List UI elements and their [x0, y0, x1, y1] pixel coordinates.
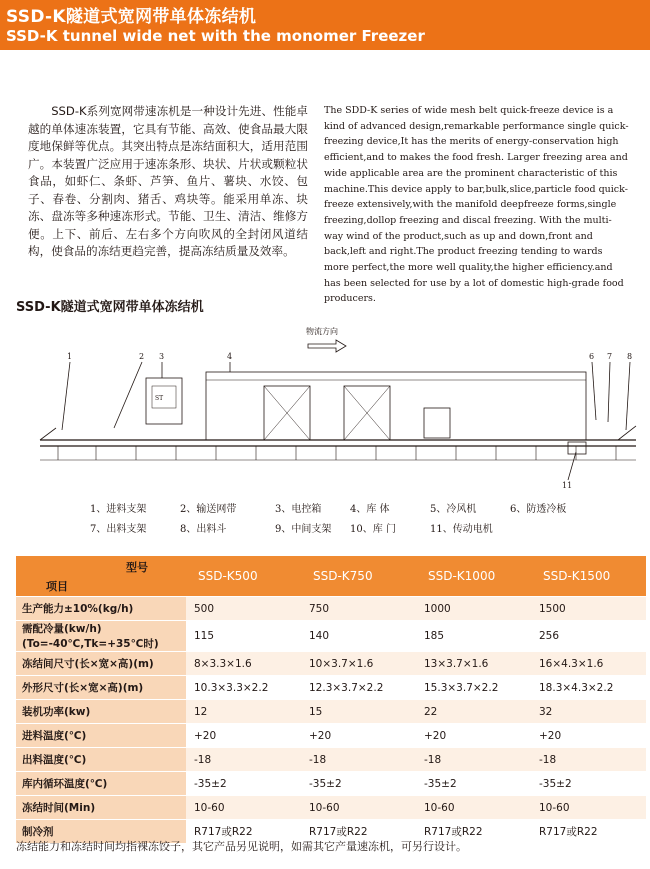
callout-2: 2 [139, 352, 145, 361]
footnote: 冻结能力和冻结时间均指裸冻饺子，其它产品另见说明，如需其它产量速冻机，可另行设计。 [16, 840, 467, 853]
legend-row [90, 520, 610, 534]
table-cell: 10-60 [416, 796, 531, 820]
model-header: SSD-K1500 [531, 556, 646, 597]
table-cell: 10-60 [186, 796, 301, 820]
flow-direction-label: 物流方向 [306, 327, 338, 336]
table-cell: 1500 [531, 597, 646, 621]
table-cell: +20 [416, 724, 531, 748]
diagram-title: SSD-K隧道式宽网带单体冻结机 [16, 300, 204, 315]
row-label: 装机功率(kw) [16, 700, 186, 724]
table-cell: 16×4.3×1.6 [531, 652, 646, 676]
header-model-label: 型号 [126, 561, 148, 574]
table-header-row [16, 556, 646, 597]
table-cell: R717或R22 [416, 820, 531, 844]
table-cell: 22 [416, 700, 531, 724]
table-cell: -18 [186, 748, 301, 772]
row-label: 需配冷量(kw/h)(To=-40℃,Tk=+35℃时) [16, 621, 186, 652]
table-cell: 10.3×3.3×2.2 [186, 676, 301, 700]
table-cell: 140 [301, 621, 416, 652]
table-row [16, 676, 646, 700]
table-row [16, 700, 646, 724]
row-label: 进料温度(℃) [16, 724, 186, 748]
callout-6: 6 [589, 352, 595, 361]
table-row [16, 796, 646, 820]
table-cell: R717或R22 [301, 820, 416, 844]
chamber-door [424, 408, 450, 438]
legend-item: 5、冷风机 [430, 504, 477, 515]
model-header: SSD-K750 [301, 556, 416, 597]
table-cell: 15 [301, 700, 416, 724]
description-english: The SDD-K series of wide mesh belt quick-freeze device is a kind of advanced design,remarkable performance single quick-freezing device,It has the merits of energy-conservation high efficient,and to makes the food fresh. Larger freezing area and wide applicable area are the prominent characteristic of this machine.This device apply to bar,bulk,slice,particle food quick-freeze extensively,with the manifold deepfreeze forms,single freezing,dollop freezing and discal freezing. With the multi-way wind of the product,such as up and down,front and back,left and right.The product freezing tending to wards more perfect,the more well quality,the higher efficiency.and has been selected for use by a lot of domestic high-grade food producers. [324, 105, 629, 305]
table-row [16, 621, 646, 652]
control-cabinet [146, 378, 182, 424]
legend-row [90, 500, 610, 514]
table-cell: 500 [186, 597, 301, 621]
row-label: 制冷剂 [16, 820, 186, 844]
legend-item: 8、出料斗 [180, 524, 227, 535]
table-cell: -35±2 [186, 772, 301, 796]
table-cell: 750 [301, 597, 416, 621]
table-cell: 13×3.7×1.6 [416, 652, 531, 676]
page-title: SSD-K隧道式宽网带单体冻结机 [6, 7, 257, 27]
table-cell: 256 [531, 621, 646, 652]
table-cell: 10×3.7×1.6 [301, 652, 416, 676]
callout-11: 11 [562, 481, 573, 490]
header-item-label: 项目 [46, 580, 68, 593]
table-cell: -18 [416, 748, 531, 772]
row-label: 出料温度(℃) [16, 748, 186, 772]
table-cell: 32 [531, 700, 646, 724]
legend-item: 7、出料支架 [90, 524, 147, 535]
flow-arrow-icon [308, 340, 346, 352]
freezer-diagram [36, 320, 642, 495]
model-header: SSD-K500 [186, 556, 301, 597]
row-label: 库内循环温度(℃) [16, 772, 186, 796]
table-cell: 12.3×3.7×2.2 [301, 676, 416, 700]
header-banner [0, 0, 650, 50]
legend-item: 10、库 门 [350, 524, 396, 535]
table-cell: R717或R22 [186, 820, 301, 844]
drive-motor [568, 442, 586, 454]
legend-item: 1、进料支架 [90, 504, 147, 515]
table-cell: 10-60 [301, 796, 416, 820]
table-cell: -18 [531, 748, 646, 772]
table-cell: 185 [416, 621, 531, 652]
callout-8: 8 [627, 352, 633, 361]
table-row [16, 748, 646, 772]
row-label: 生产能力±10%(kg/h) [16, 597, 186, 621]
legend-item: 3、电控箱 [275, 504, 322, 515]
table-cell: R717或R22 [531, 820, 646, 844]
table-cell: 115 [186, 621, 301, 652]
table-cell: 18.3×4.3×2.2 [531, 676, 646, 700]
callout-7: 7 [607, 352, 613, 361]
table-cell: +20 [531, 724, 646, 748]
legend-item: 4、库 体 [350, 504, 390, 515]
cabinet-panel-label: ST [155, 395, 164, 402]
table-row [16, 724, 646, 748]
row-label: 冻结间尺寸(长×宽×高)(m) [16, 652, 186, 676]
table-cell: 10-60 [531, 796, 646, 820]
legend-item: 11、传动电机 [430, 524, 493, 535]
table-row [16, 652, 646, 676]
callout-1: 1 [67, 352, 73, 361]
page-subtitle: SSD-K tunnel wide net with the monomer Freezer [6, 27, 425, 45]
table-row [16, 772, 646, 796]
table-cell: 15.3×3.7×2.2 [416, 676, 531, 700]
callout-3: 3 [159, 352, 165, 361]
table-cell: -18 [301, 748, 416, 772]
table-cell: 12 [186, 700, 301, 724]
table-cell: -35±2 [301, 772, 416, 796]
description-chinese: SSD-K系列宽网带速冻机是一种设计先进、性能卓越的单体速冻装置，它具有节能、高效、使食品最大限度地保鲜等优点。其突出特点是冻结面积大，适用范围广。本装置广泛应用于速冻条形、块状、片状或颗粒状食品，如虾仁、条虾、芦笋、鱼片、薯块、水饺、包子、春卷、分割肉、猪舌、鸡块等。能采用单冻、块冻、盘冻等多种速冻形式。节能、卫生、清洁、维修方便。上下、前后、左右多个方向吹风的全封闭风道结构，使食品的冻结更趋完善，提高冻结质量及效率。 [28, 104, 308, 258]
legend-item: 6、防透冷板 [510, 504, 567, 515]
table-cell: -35±2 [416, 772, 531, 796]
spec-table [16, 555, 646, 843]
row-label: 外形尺寸(长×宽×高)(m) [16, 676, 186, 700]
legend-item: 9、中间支架 [275, 524, 332, 535]
table-cell: 8×3.3×1.6 [186, 652, 301, 676]
table-cell: 1000 [416, 597, 531, 621]
table-cell: -35±2 [531, 772, 646, 796]
table-cell: +20 [186, 724, 301, 748]
table-row [16, 597, 646, 621]
callout-4: 4 [227, 352, 233, 361]
row-label: 冻结时间(Min) [16, 796, 186, 820]
table-cell: +20 [301, 724, 416, 748]
model-header: SSD-K1000 [416, 556, 531, 597]
legend-item: 2、输送网带 [180, 504, 237, 515]
